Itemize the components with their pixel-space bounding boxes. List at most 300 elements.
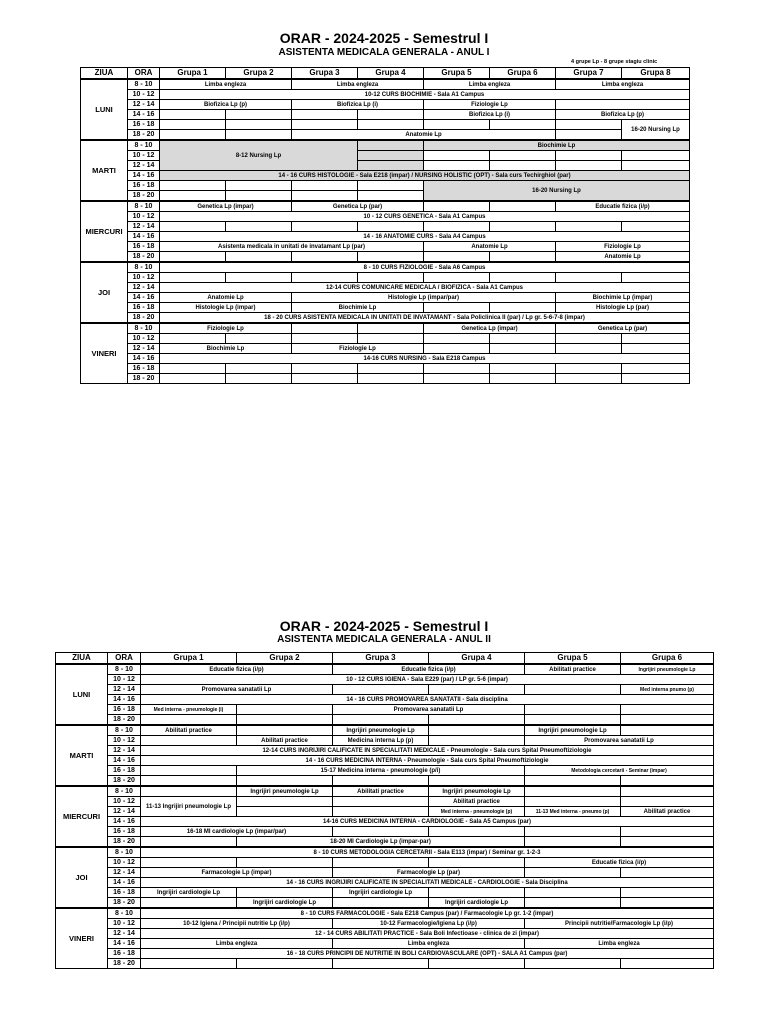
schedule-cell	[490, 151, 556, 161]
schedule-cell	[622, 374, 690, 384]
schedule-cell	[358, 334, 424, 344]
schedule-cell: Biochimie Lp (impar)	[556, 293, 690, 303]
schedule-cell	[160, 110, 226, 120]
header-row	[56, 653, 714, 665]
schedule-cell	[424, 161, 490, 171]
schedule-cell	[333, 685, 429, 695]
table-row	[81, 354, 690, 364]
schedule-cell	[226, 273, 292, 283]
table-row	[81, 212, 690, 222]
time-slot: 8 - 10	[128, 262, 160, 273]
header-cell: Grupa 7	[556, 68, 622, 80]
schedule-cell	[622, 222, 690, 232]
schedule-cell: Limba engleza	[333, 939, 525, 949]
time-slot: 10 - 12	[128, 334, 160, 344]
schedule-cell: Limba engleza	[525, 939, 714, 949]
schedule1-table	[80, 67, 690, 384]
schedule-cell: Principii nutritie/Farmacologie Lp (i/p)	[525, 919, 714, 929]
schedule-cell	[333, 959, 429, 969]
schedule2-subtitle: ASISTENTA MEDICALA GENERALA - ANUL II	[277, 634, 491, 645]
schedule-cell	[333, 797, 429, 807]
schedule-cell	[237, 715, 333, 726]
schedule-cell: Histologie Lp (impar)	[160, 303, 292, 313]
day-label: VINERI	[56, 908, 108, 969]
schedule-cell: Biochimie Lp	[160, 344, 292, 354]
schedule-cell	[490, 120, 556, 130]
schedule-cell: Ingrijiri cardiologie Lp	[141, 888, 237, 898]
schedule-cell	[226, 181, 292, 191]
schedule-cell	[358, 364, 424, 374]
schedule-cell: Abilitati practice	[237, 736, 333, 746]
time-slot: 16 - 18	[128, 364, 160, 374]
schedule-cell	[358, 151, 424, 161]
schedule2-table	[55, 652, 714, 969]
schedule-cell: 10 - 12 CURS IGIENA - Sala E229 (par) / LP gr. 5-6 (impar)	[141, 675, 714, 685]
schedule-cell: 10-12 Farmacologie/Igiena Lp (i/p)	[333, 919, 525, 929]
header-cell: ZIUA	[56, 653, 108, 665]
schedule-cell	[622, 344, 690, 354]
time-slot: 18 - 20	[108, 959, 141, 969]
schedule-cell	[237, 705, 333, 715]
schedule-cell	[424, 303, 490, 313]
time-slot: 14 - 16	[108, 939, 141, 949]
time-slot: 10 - 12	[128, 151, 160, 161]
schedule-cell: Limba engleza	[292, 79, 424, 90]
schedule-cell: 14-16 CURS MEDICINA INTERNA - CARDIOLOGIE - Sala A5 Campus (par)	[141, 817, 714, 827]
table-row	[56, 776, 714, 787]
schedule-cell	[292, 120, 358, 130]
day-label: LUNI	[81, 79, 128, 140]
schedule-cell	[358, 323, 424, 334]
schedule-cell	[556, 130, 622, 141]
time-slot: 12 - 14	[108, 868, 141, 878]
schedule-cell	[141, 736, 237, 746]
schedule-cell	[358, 191, 424, 202]
schedule-cell	[237, 776, 333, 787]
schedule-cell: 12-14 CURS COMUNICARE MEDICALA / BIOFIZICA - Sala A1 Campus	[160, 283, 690, 293]
table-row	[81, 110, 690, 120]
time-slot: 8 - 10	[128, 201, 160, 212]
schedule-cell	[429, 858, 525, 868]
header-cell: Grupa 8	[622, 68, 690, 80]
time-slot: 14 - 16	[128, 293, 160, 303]
schedule-cell	[141, 898, 237, 909]
table-row	[81, 313, 690, 324]
schedule-cell: Farmacologie Lp (par)	[333, 868, 525, 878]
schedule-cell: 11-13 Ingrijiri pneumologie Lp	[141, 797, 237, 817]
table-row	[81, 334, 690, 344]
schedule-cell	[237, 807, 333, 817]
table-row	[56, 919, 714, 929]
schedule-cell	[525, 888, 621, 898]
time-slot: 12 - 14	[128, 161, 160, 171]
schedule-cell	[226, 191, 292, 202]
schedule-cell: Genetica Lp (impar)	[424, 323, 556, 334]
schedule-cell	[621, 786, 714, 797]
time-slot: 8 - 10	[108, 725, 141, 736]
day-label: MIERCURI	[81, 201, 128, 262]
schedule-cell	[556, 374, 622, 384]
time-slot: 16 - 18	[128, 181, 160, 191]
schedule-cell: Histologie Lp (par)	[556, 303, 690, 313]
schedule-cell	[333, 715, 429, 726]
schedule-cell: Fiziologie Lp	[556, 242, 690, 252]
time-slot: 8 - 10	[108, 847, 141, 858]
day-label: JOI	[81, 262, 128, 323]
schedule-cell: Limba engleza	[556, 79, 690, 90]
header-cell: Grupa 1	[141, 653, 237, 665]
table-row	[56, 908, 714, 919]
schedule-cell	[292, 364, 358, 374]
schedule-cell	[141, 766, 237, 776]
schedule-cell: Ingrijiri pneumologie Lp	[429, 786, 525, 797]
schedule-cell	[237, 725, 333, 736]
table-row	[81, 181, 690, 191]
schedule-cell	[525, 837, 621, 848]
schedule-cell	[556, 120, 622, 130]
schedule-cell	[424, 222, 490, 232]
table-row	[81, 252, 690, 263]
time-slot: 12 - 14	[108, 929, 141, 939]
table-row	[56, 959, 714, 969]
table-row	[56, 746, 714, 756]
table-row	[81, 130, 690, 141]
time-slot: 14 - 16	[128, 354, 160, 364]
schedule-cell	[556, 222, 622, 232]
schedule-cell: 15-17 Medicina interna - pneumologie (p/i)	[237, 766, 525, 776]
schedule-cell: Biofizica Lp (i)	[424, 110, 556, 120]
schedule-cell	[490, 201, 556, 212]
schedule-cell: 12-14 CURS INGRIJIRI CALIFICATE IN SPECIALITATI MEDICALE - Pneumologie - Sala curs Spital Pneumoftiziologie	[141, 746, 714, 756]
schedule-cell	[333, 827, 429, 837]
schedule-cell: Promovarea sanatatii Lp	[141, 685, 333, 695]
schedule-cell	[141, 858, 237, 868]
time-slot: 16 - 18	[108, 827, 141, 837]
time-slot: 16 - 18	[128, 242, 160, 252]
schedule-cell	[160, 374, 226, 384]
schedule-cell	[490, 161, 556, 171]
schedule-cell	[621, 837, 714, 848]
schedule-cell	[621, 705, 714, 715]
time-slot: 12 - 14	[108, 807, 141, 817]
schedule-cell	[424, 151, 490, 161]
schedule-cell: Ingrijiri cardiologie Lp	[429, 898, 525, 909]
header-row	[81, 68, 690, 80]
schedule-cell: Farmacologie Lp (impar)	[141, 868, 333, 878]
header-cell: Grupa 5	[525, 653, 621, 665]
header-cell: Grupa 4	[358, 68, 424, 80]
schedule-cell	[490, 344, 556, 354]
schedule-cell	[525, 685, 621, 695]
table-row	[56, 695, 714, 705]
schedule-cell	[525, 715, 621, 726]
time-slot: 16 - 18	[108, 888, 141, 898]
table-row	[56, 766, 714, 776]
schedule-cell: Promovarea sanatatii Lp	[525, 736, 714, 746]
time-slot: 18 - 20	[108, 837, 141, 848]
schedule-cell: Anatomie Lp	[160, 293, 292, 303]
schedule-cell	[556, 364, 622, 374]
schedule-cell: Limba engleza	[141, 939, 333, 949]
table-row	[56, 736, 714, 746]
schedule-cell: Abilitati practice	[141, 725, 237, 736]
time-slot: 10 - 12	[108, 858, 141, 868]
schedule-cell	[358, 120, 424, 130]
schedule1-title: ORAR - 2024-2025 - Semestrul I	[279, 30, 489, 46]
schedule-cell	[160, 222, 226, 232]
schedule-cell	[556, 161, 622, 171]
table-row	[56, 786, 714, 797]
table-row	[56, 664, 714, 675]
schedule-cell: 16-18 MI cardiologie Lp (impar/par)	[141, 827, 333, 837]
table-row	[56, 705, 714, 715]
time-slot: 16 - 18	[128, 303, 160, 313]
schedule-cell	[429, 776, 525, 787]
schedule-cell	[226, 222, 292, 232]
schedule-cell	[424, 374, 490, 384]
time-slot: 14 - 16	[108, 756, 141, 766]
schedule-cell	[490, 222, 556, 232]
schedule-cell: 8 - 10 CURS FIZIOLOGIE - Sala A6 Campus	[160, 262, 690, 273]
table-row	[56, 837, 714, 848]
schedule-cell	[333, 898, 429, 909]
schedule-cell: Biofizica Lp (i)	[292, 100, 424, 110]
schedule-cell	[292, 273, 358, 283]
schedule-cell	[237, 959, 333, 969]
schedule-cell: Med interna pnumo (p)	[621, 685, 714, 695]
time-slot: 8 - 10	[128, 140, 160, 151]
time-slot: 10 - 12	[128, 212, 160, 222]
schedule-cell: Limba engleza	[160, 79, 292, 90]
table-row	[56, 817, 714, 827]
schedule-cell	[160, 334, 226, 344]
schedule-cell	[490, 364, 556, 374]
time-slot: 10 - 12	[108, 919, 141, 929]
schedule-cell	[424, 273, 490, 283]
schedule-cell	[358, 374, 424, 384]
time-slot: 8 - 10	[128, 323, 160, 334]
schedule-cell	[141, 715, 237, 726]
schedule-cell	[621, 898, 714, 909]
schedule-cell: Anatomie Lp	[556, 252, 690, 263]
schedule-cell: Anatomie Lp	[292, 130, 556, 141]
schedule-cell: Promovarea sanatatii Lp	[333, 705, 525, 715]
table-row	[56, 878, 714, 888]
schedule-cell: Abilitati practice	[333, 786, 429, 797]
table-row	[56, 725, 714, 736]
table-row	[81, 293, 690, 303]
schedule-cell: 11-13 Med interna - pneumo (p)	[525, 807, 621, 817]
schedule-cell: 14 - 16 ANATOMIE CURS - Sala A4 Campus	[160, 232, 690, 242]
schedule-cell	[621, 959, 714, 969]
schedule-cell	[160, 191, 226, 202]
schedule-cell	[429, 888, 525, 898]
schedule-cell	[160, 130, 226, 141]
schedule-cell	[621, 868, 714, 878]
schedule-cell	[226, 110, 292, 120]
table-row	[56, 888, 714, 898]
schedule-cell: Asistenta medicala in unitati de invatamant Lp (par)	[160, 242, 424, 252]
schedule-cell	[358, 161, 424, 171]
schedule-cell	[490, 252, 556, 263]
schedule-cell	[160, 181, 226, 191]
schedule-cell	[292, 252, 358, 263]
schedule-cell: Educatie fizica (i/p)	[556, 201, 690, 212]
schedule-cell: Fiziologie Lp	[292, 344, 424, 354]
header-cell: ORA	[108, 653, 141, 665]
schedule-cell: Med interna - pneumologie (p)	[429, 807, 525, 817]
schedule-cell	[424, 344, 490, 354]
schedule-cell	[358, 252, 424, 263]
schedule-cell: 14 - 16 CURS INGRIJIRI CALIFICATE IN SPECIALITATI MEDICALE - CARDIOLOGIE - Sala Disciplina	[141, 878, 714, 888]
schedule-cell	[621, 827, 714, 837]
schedule-cell: Genetica Lp (par)	[556, 323, 690, 334]
header-cell: Grupa 4	[429, 653, 525, 665]
time-slot: 16 - 18	[108, 949, 141, 959]
schedule-cell	[622, 273, 690, 283]
table-row	[56, 939, 714, 949]
schedule-cell	[292, 222, 358, 232]
time-slot: 18 - 20	[128, 252, 160, 263]
day-label: JOI	[56, 847, 108, 908]
schedule-cell	[292, 323, 358, 334]
schedule-cell	[292, 110, 358, 120]
time-slot: 12 - 14	[128, 222, 160, 232]
time-slot: 18 - 20	[108, 776, 141, 787]
table-row	[81, 242, 690, 252]
schedule-cell: Ingrijiri pneumologie Lp	[333, 725, 429, 736]
schedule-cell	[429, 715, 525, 726]
schedule-cell	[333, 776, 429, 787]
schedule-cell	[424, 364, 490, 374]
schedule-cell	[556, 100, 690, 110]
header-cell: Grupa 2	[237, 653, 333, 665]
schedule-cell	[141, 837, 237, 848]
time-slot: 10 - 12	[108, 736, 141, 746]
time-slot: 8 - 10	[108, 908, 141, 919]
schedule-cell	[333, 858, 429, 868]
schedule-cell	[490, 273, 556, 283]
schedule-cell: Educatie fizica (i/p)	[141, 664, 333, 675]
schedule-cell	[160, 364, 226, 374]
schedule-cell	[226, 364, 292, 374]
schedule-cell	[622, 151, 690, 161]
time-slot: 16 - 18	[128, 120, 160, 130]
time-slot: 18 - 20	[128, 130, 160, 141]
schedule-cell	[621, 715, 714, 726]
day-label: MIERCURI	[56, 786, 108, 847]
schedule-cell	[226, 374, 292, 384]
time-slot: 12 - 14	[108, 746, 141, 756]
schedule-cell	[292, 334, 358, 344]
schedule-cell	[226, 334, 292, 344]
table-row	[81, 273, 690, 283]
schedule-cell	[429, 827, 525, 837]
schedule-cell	[429, 736, 525, 746]
schedule-cell	[292, 191, 358, 202]
time-slot: 12 - 14	[128, 283, 160, 293]
schedule-cell	[226, 120, 292, 130]
schedule-cell: 8-12 Nursing Lp	[160, 140, 358, 171]
schedule-cell: Fiziologie Lp	[424, 100, 556, 110]
time-slot: 12 - 14	[128, 100, 160, 110]
time-slot: 18 - 20	[128, 374, 160, 384]
schedule-cell	[358, 181, 424, 191]
schedule-cell	[556, 344, 622, 354]
schedule-cell	[429, 959, 525, 969]
time-slot: 12 - 14	[128, 344, 160, 354]
time-slot: 16 - 18	[108, 705, 141, 715]
table-row	[81, 283, 690, 293]
table-row	[81, 90, 690, 100]
schedule-cell	[621, 776, 714, 787]
schedule-cell	[292, 181, 358, 191]
schedule-cell	[622, 334, 690, 344]
schedule-cell: Fiziologie Lp	[160, 323, 292, 334]
schedule-cell	[358, 140, 424, 151]
header-cell: Grupa 1	[160, 68, 226, 80]
schedule-cell	[490, 374, 556, 384]
schedule-cell	[525, 776, 621, 787]
schedule-cell: Anatomie Lp	[424, 242, 556, 252]
time-slot: 14 - 16	[128, 110, 160, 120]
table-row	[81, 100, 690, 110]
day-label: LUNI	[56, 664, 108, 725]
schedule-cell: 14-16 CURS NURSING - Sala E218 Campus	[160, 354, 690, 364]
time-slot: 14 - 16	[108, 878, 141, 888]
schedule2-title: ORAR - 2024-2025 - Semestrul I	[279, 618, 489, 634]
schedule-cell	[525, 827, 621, 837]
schedule-cell	[490, 303, 556, 313]
table-row	[56, 929, 714, 939]
schedule-cell: 10 - 12 CURS GENETICA - Sala A1 Campus	[160, 212, 690, 222]
schedule-cell	[424, 201, 490, 212]
time-slot: 10 - 12	[108, 675, 141, 685]
schedule-cell: Ingrijiri pneumologie Lp	[237, 786, 333, 797]
schedule-cell: Educatie fizica (i/p)	[525, 858, 714, 868]
schedule-cell: 18-20 MI Cardiologie Lp (impar-par)	[237, 837, 525, 848]
time-slot: 10 - 12	[128, 90, 160, 100]
schedule-cell	[490, 334, 556, 344]
table-row	[81, 262, 690, 273]
schedule-cell	[525, 786, 621, 797]
schedule-cell	[429, 685, 525, 695]
schedule-cell: 12 - 14 CURS ABILITATI PRACTICE - Sala Boli Infectioase - clinica de zi (impar)	[141, 929, 714, 939]
header-cell: Grupa 6	[621, 653, 714, 665]
schedule-cell	[525, 898, 621, 909]
time-slot: 8 - 10	[108, 664, 141, 675]
header-cell: Grupa 5	[424, 68, 490, 80]
time-slot: 14 - 16	[128, 171, 160, 181]
time-slot: 18 - 20	[108, 898, 141, 909]
table-row	[56, 685, 714, 695]
time-slot: 18 - 20	[108, 715, 141, 726]
schedule-cell	[141, 959, 237, 969]
time-slot: 8 - 10	[128, 79, 160, 90]
schedule-cell: Medicina interna Lp (p)	[333, 736, 429, 746]
header-cell: Grupa 6	[490, 68, 556, 80]
schedule-cell	[237, 797, 333, 807]
table-row	[81, 323, 690, 334]
table-row	[81, 222, 690, 232]
day-label: VINERI	[81, 323, 128, 384]
schedule-cell: Limba engleza	[424, 79, 556, 90]
table-row	[81, 303, 690, 313]
schedule-cell	[292, 374, 358, 384]
table-row	[81, 344, 690, 354]
time-slot: 12 - 14	[108, 685, 141, 695]
schedule-cell	[160, 273, 226, 283]
